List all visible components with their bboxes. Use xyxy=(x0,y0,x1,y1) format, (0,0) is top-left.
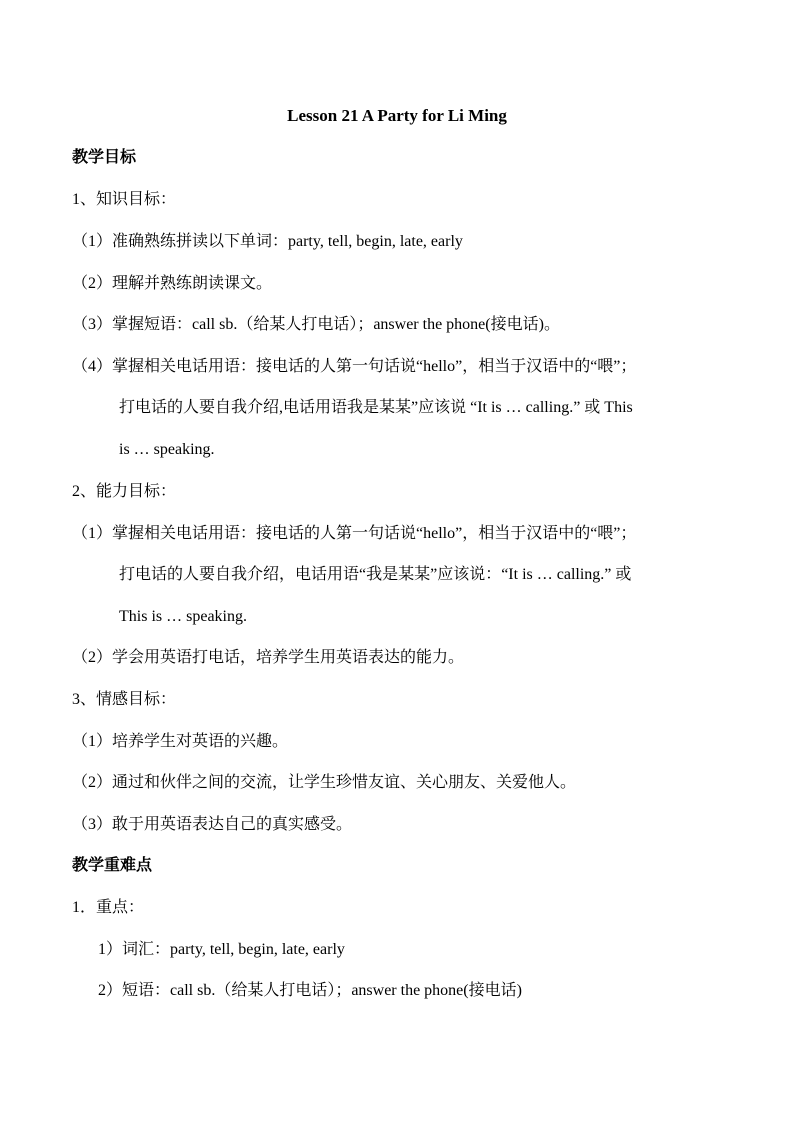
section-heading-key-points: 教学重难点 xyxy=(72,857,153,874)
knowledge-objective-label: 1、知识目标： xyxy=(72,191,177,208)
knowledge-item-2: （2）理解并熟练朗读课文。 xyxy=(72,275,273,292)
ability-objective-label: 2、能力目标： xyxy=(72,483,177,500)
knowledge-item-4-continued-line-1: 打电话的人要自我介绍,电话用语我是某某”应该说 “It is … calling.” 或 This xyxy=(119,399,633,416)
knowledge-item-4-continued-line-2: is … speaking. xyxy=(119,441,215,458)
knowledge-item-4: （4）掌握相关电话用语：接电话的人第一句话说“hello”，相当于汉语中的“喂”； xyxy=(72,358,637,375)
emotion-objective-label: 3、情感目标： xyxy=(72,691,177,708)
key-point-item-2: 2）短语：call sb.（给某人打电话）；answer the phone(接电话) xyxy=(98,982,522,999)
ability-item-2: （2）学会用英语打电话，培养学生用英语表达的能力。 xyxy=(72,649,465,666)
knowledge-item-1: （1）准确熟练拼读以下单词：party, tell, begin, late, early xyxy=(72,233,463,250)
ability-item-1-continued-line-2: This is … speaking. xyxy=(119,608,247,625)
ability-item-1-continued-line-1: 打电话的人要自我介绍，电话用语“我是某某”应该说：“It is … calling.” 或 xyxy=(119,566,632,583)
key-point-item-1: 1）词汇：party, tell, begin, late, early xyxy=(98,941,345,958)
emotion-item-1: （1）培养学生对英语的兴趣。 xyxy=(72,733,289,750)
emotion-item-2: （2）通过和伙伴之间的交流，让学生珍惜友谊、关心朋友、关爱他人。 xyxy=(72,774,577,791)
knowledge-item-3: （3）掌握短语：call sb.（给某人打电话）；answer the phone(接电话)。 xyxy=(72,316,560,333)
key-points-label: 1．重点： xyxy=(72,899,145,916)
emotion-item-3: （3）敢于用英语表达自己的真实感受。 xyxy=(72,816,353,833)
document-title: Lesson 21 A Party for Li Ming xyxy=(287,106,507,125)
section-heading-objectives: 教学目标 xyxy=(72,149,137,166)
ability-item-1: （1）掌握相关电话用语：接电话的人第一句话说“hello”，相当于汉语中的“喂”； xyxy=(72,525,637,542)
